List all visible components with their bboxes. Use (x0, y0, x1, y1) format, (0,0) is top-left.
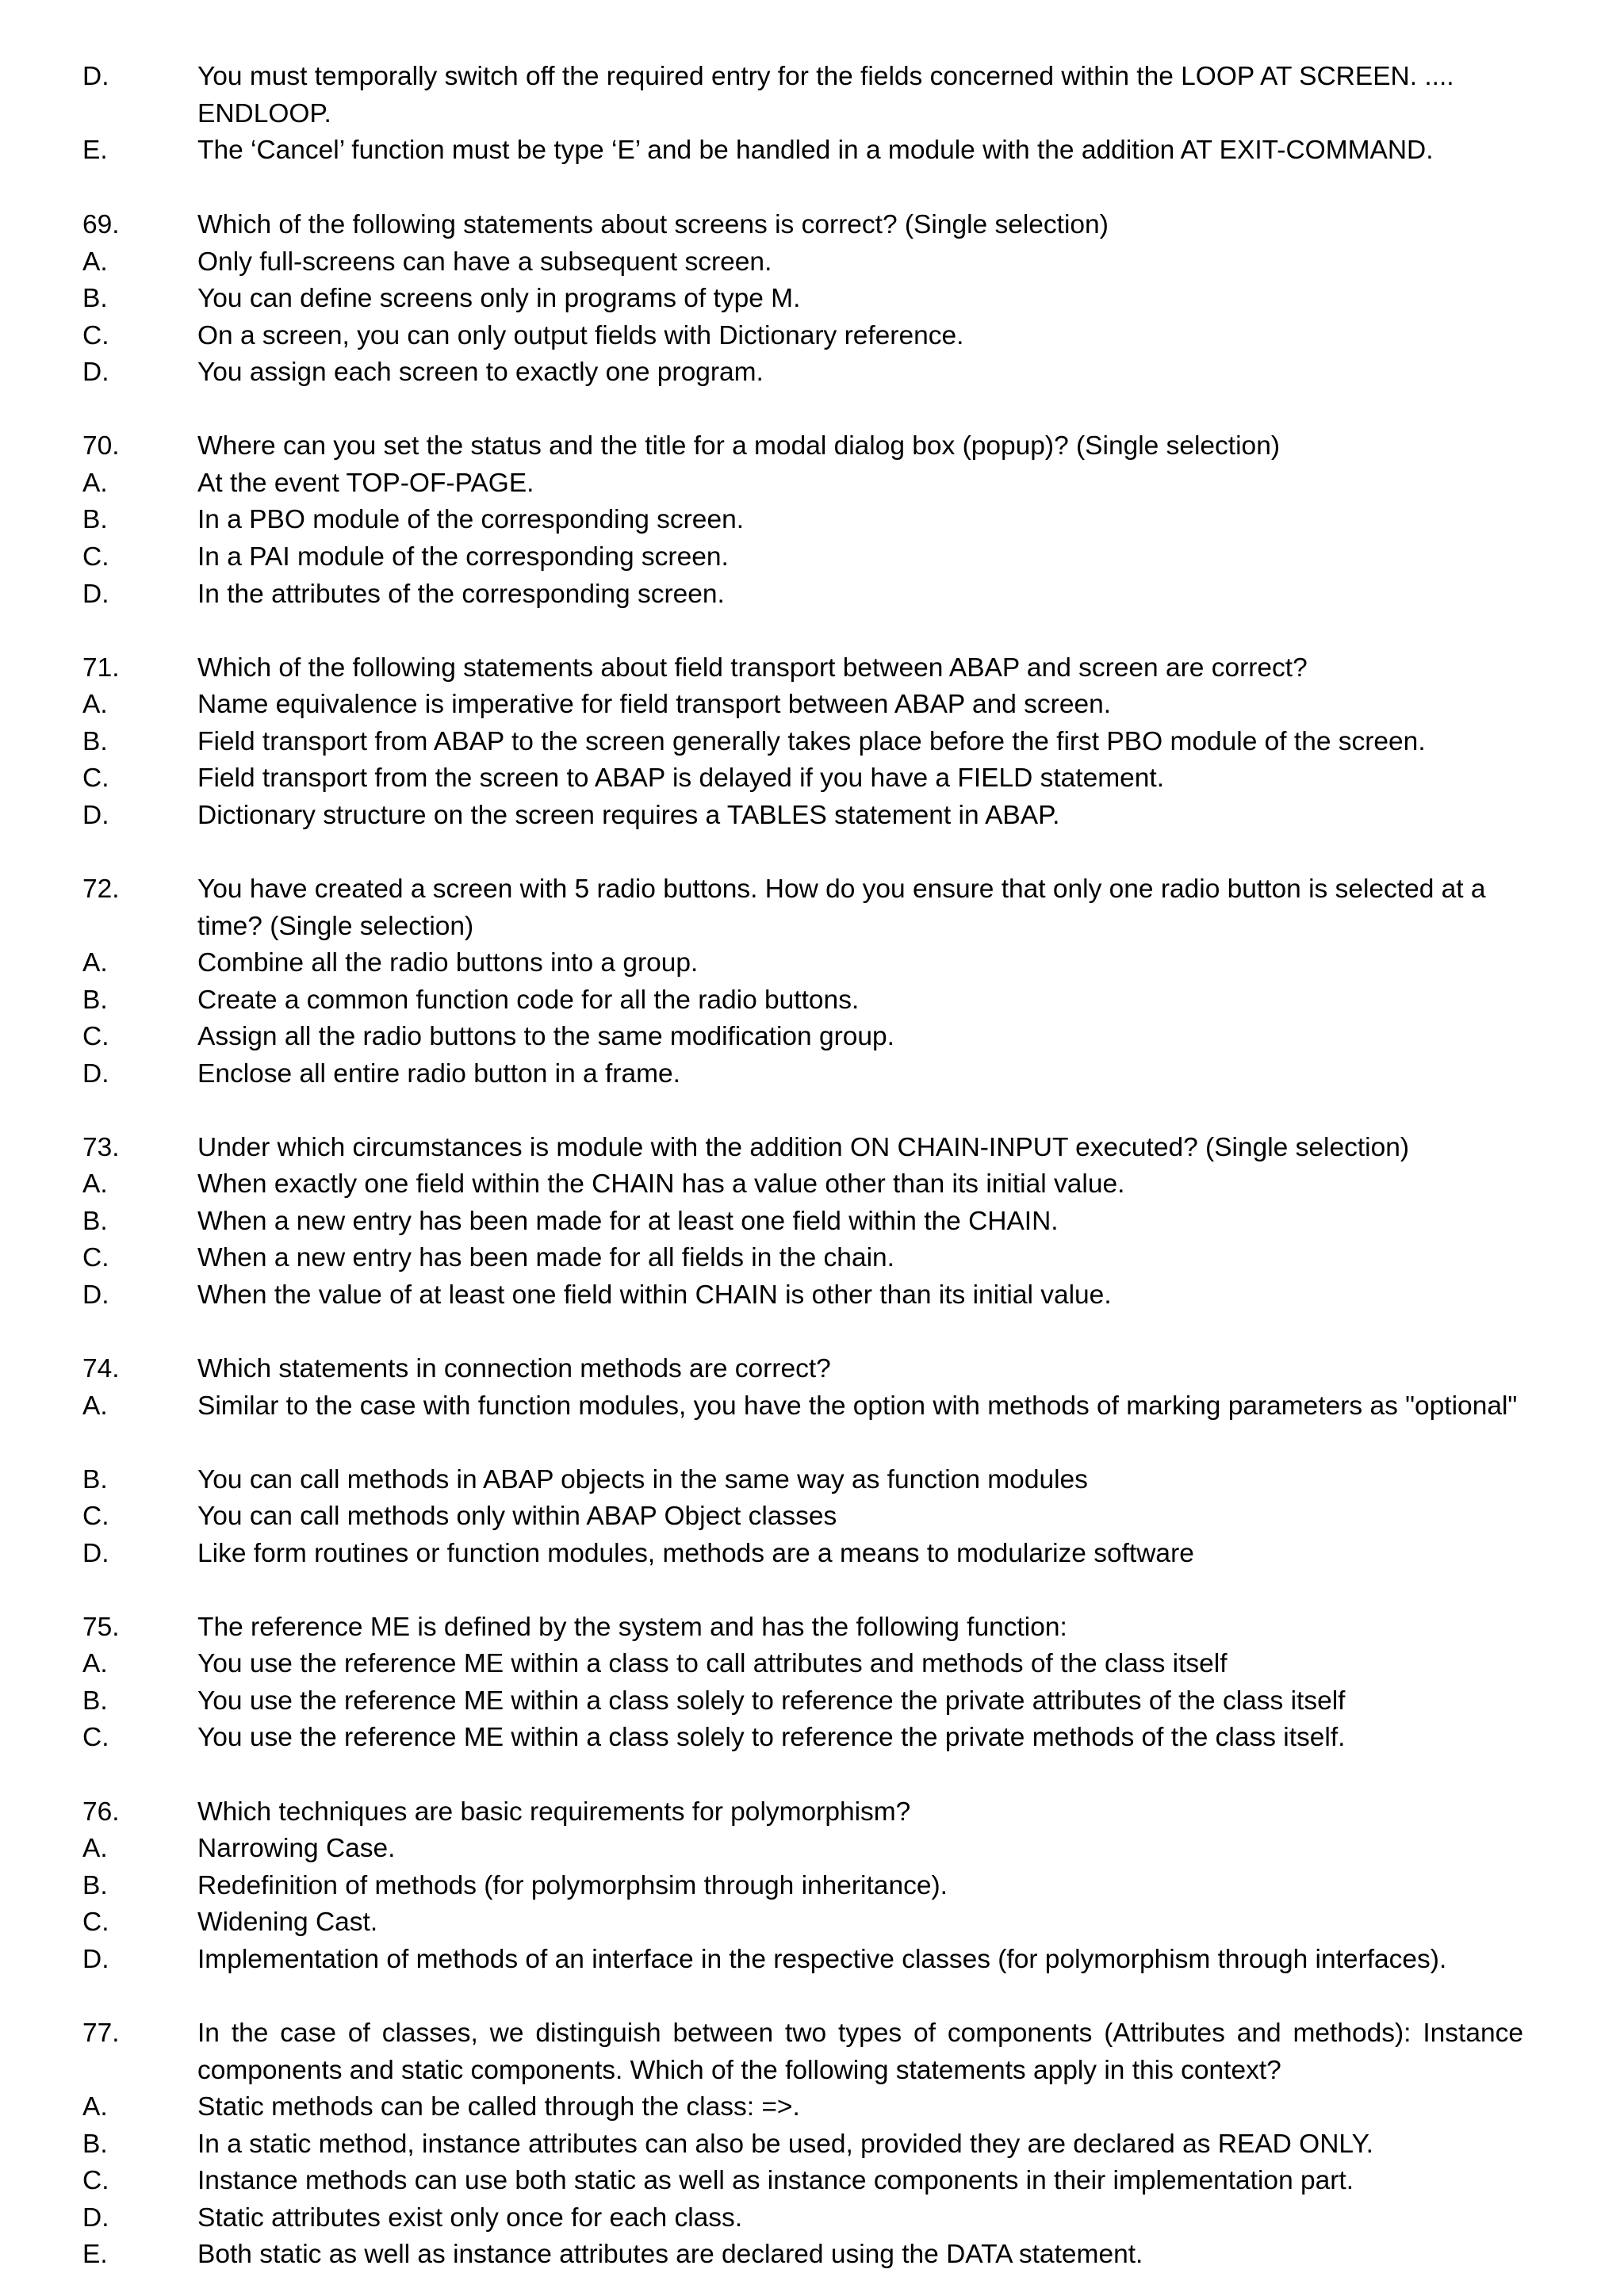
option-text: Create a common function code for all the radio buttons. (197, 985, 860, 1015)
question-number: 77. (82, 2019, 120, 2048)
option-text: Implementation of methods of an interface in the respective classes (for polymorphism through interfaces). (197, 1945, 1447, 1974)
option-letter: D. (82, 62, 109, 91)
option-letter: C. (82, 1723, 109, 1752)
option-letter: B. (82, 2130, 108, 2159)
option-text: Enclose all entire radio button in a frame. (197, 1059, 680, 1089)
option-text: Name equivalence is imperative for field transport between ABAP and screen. (197, 690, 1112, 719)
option-text: On a screen, you can only output fields with Dictionary reference. (197, 321, 964, 350)
option-letter: A. (82, 2092, 108, 2122)
option-letter: B. (82, 985, 108, 1015)
option-text: Widening Cast. (197, 1908, 378, 1937)
question-number: 71. (82, 653, 120, 683)
option-text: You assign each screen to exactly one program. (197, 358, 764, 387)
option-text: You must temporally switch off the required entry for the fields concerned within the LOOP AT SCREEN. .... ENDLOOP. (197, 62, 1454, 128)
option-text: Static methods can be called through the class: =>. (197, 2092, 800, 2122)
option-letter: D. (82, 1539, 109, 1568)
option-text: Instance methods can use both static as well as instance components in their implementation part. (197, 2166, 1354, 2195)
option-letter: C. (82, 321, 109, 350)
option-letter: C. (82, 1243, 109, 1272)
option-text: Both static as well as instance attributes are declared using the DATA statement. (197, 2240, 1143, 2269)
question-number: 75. (82, 1613, 120, 1642)
question-text: Under which circumstances is module with the addition ON CHAIN-INPUT executed? (Single selection) (197, 1133, 1409, 1162)
option-text: When a new entry has been made for all fields in the chain. (197, 1243, 894, 1272)
option-letter: D. (82, 358, 109, 387)
option-text: Dictionary structure on the screen requires a TABLES statement in ABAP. (197, 801, 1060, 830)
option-text: You use the reference ME within a class to call attributes and methods of the class itself (197, 1649, 1228, 1678)
option-text: Like form routines or function modules, methods are a means to modularize software (197, 1539, 1194, 1568)
question-number: 73. (82, 1133, 120, 1162)
question-text: Which techniques are basic requirements for polymorphism? (197, 1797, 911, 1827)
option-letter: A. (82, 1391, 108, 1421)
option-letter: B. (82, 1871, 108, 1900)
option-letter: A. (82, 1169, 108, 1199)
option-letter: A. (82, 247, 108, 277)
option-letter: A. (82, 1649, 108, 1678)
option-text: Static attributes exist only once for each class. (197, 2203, 743, 2233)
option-text: Combine all the radio buttons into a group. (197, 948, 699, 978)
question-number: 74. (82, 1354, 120, 1383)
option-text: When the value of at least one field within CHAIN is other than its initial value. (197, 1280, 1112, 1310)
option-letter: C. (82, 1908, 109, 1937)
option-text: You use the reference ME within a class solely to reference the private methods of the class itself. (197, 1723, 1346, 1752)
option-text: Narrowing Case. (197, 1834, 396, 1863)
option-letter: C. (82, 1022, 109, 1051)
option-letter: A. (82, 690, 108, 719)
option-letter: A. (82, 469, 108, 498)
option-letter: B. (82, 1207, 108, 1236)
question-text: Which statements in connection methods are correct? (197, 1354, 831, 1383)
question-number: 69. (82, 210, 120, 239)
option-text: Redefinition of methods (for polymorphsim through inheritance). (197, 1871, 948, 1900)
question-number: 72. (82, 874, 120, 904)
option-text: In a PAI module of the corresponding screen. (197, 542, 729, 572)
option-letter: B. (82, 727, 108, 756)
option-letter: D. (82, 580, 109, 609)
option-letter: B. (82, 1686, 108, 1716)
option-letter: B. (82, 505, 108, 534)
option-letter: A. (82, 948, 108, 978)
option-letter: D. (82, 1059, 109, 1089)
option-text: You can call methods in ABAP objects in the same way as function modules (197, 1465, 1088, 1494)
question-number: 76. (82, 1797, 120, 1827)
option-letter: D. (82, 1280, 109, 1310)
option-text: You can define screens only in programs of type M. (197, 284, 801, 313)
question-text: Which of the following statements about screens is correct? (Single selection) (197, 210, 1109, 239)
option-letter: A. (82, 1834, 108, 1863)
option-letter: D. (82, 1945, 109, 1974)
question-text: You have created a screen with 5 radio buttons. How do you ensure that only one radio button is selected at a time? (Single selection) (197, 874, 1486, 941)
option-text: You use the reference ME within a class solely to reference the private attributes of the class itself (197, 1686, 1346, 1716)
option-letter: C. (82, 763, 109, 793)
option-text: In the attributes of the corresponding screen. (197, 580, 725, 609)
option-text: At the event TOP-OF-PAGE. (197, 469, 534, 498)
option-text: When a new entry has been made for at least one field within the CHAIN. (197, 1207, 1059, 1236)
question-number: 70. (82, 431, 120, 461)
option-text: Only full-screens can have a subsequent screen. (197, 247, 772, 277)
question-text: In the case of classes, we distinguish between two types of components (Attributes and methods): Instance components and static components. Which of the following statements apply in this context? (197, 2019, 1523, 2085)
option-text: In a PBO module of the corresponding screen. (197, 505, 745, 534)
option-letter: D. (82, 801, 109, 830)
option-text: You can call methods only within ABAP Object classes (197, 1502, 837, 1531)
option-letter: B. (82, 1465, 108, 1494)
option-letter: E. (82, 2240, 108, 2269)
option-text: In a static method, instance attributes can also be used, provided they are declared as READ ONLY. (197, 2130, 1373, 2159)
option-letter: E. (82, 136, 108, 165)
option-text: Field transport from ABAP to the screen generally takes place before the first PBO module of the screen. (197, 727, 1426, 756)
question-text: Which of the following statements about field transport between ABAP and screen are correct? (197, 653, 1308, 683)
option-text: Field transport from the screen to ABAP is delayed if you have a FIELD statement. (197, 763, 1165, 793)
option-text: Assign all the radio buttons to the same modification group. (197, 1022, 894, 1051)
option-letter: B. (82, 284, 108, 313)
option-letter: C. (82, 542, 109, 572)
option-text: When exactly one field within the CHAIN has a value other than its initial value. (197, 1169, 1125, 1199)
option-letter: D. (82, 2203, 109, 2233)
question-text: The reference ME is defined by the system and has the following function: (197, 1613, 1067, 1642)
option-letter: C. (82, 2166, 109, 2195)
question-text: Where can you set the status and the title for a modal dialog box (popup)? (Single selection) (197, 431, 1280, 461)
option-text: The ‘Cancel’ function must be type ‘E’ and be handled in a module with the addition AT EXIT-COMMAND. (197, 136, 1434, 165)
option-text: Similar to the case with function modules, you have the option with methods of marking parameters as "optional" (197, 1391, 1518, 1421)
option-letter: C. (82, 1502, 109, 1531)
